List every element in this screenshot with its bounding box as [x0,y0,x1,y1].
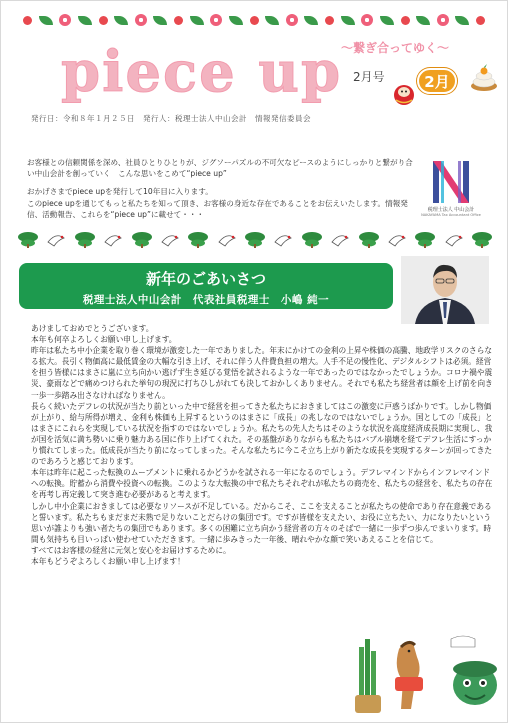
leaf-icon [416,16,430,25]
pine-icon [74,230,96,248]
ume-blossom-icon [325,16,334,25]
pine-icon [471,230,493,248]
leaf-icon [153,16,167,25]
ume-blossom-icon [476,16,485,25]
pine-icon [131,230,153,248]
logo-caption: 税理士法人 中山会計 [427,207,475,213]
body-paragraph: 本年は昨年に起こった転換のムーブメントに乗れるかどうかを試される一年になるのでしょう。デフレマインドからインフレマインドへの転換。貯蓄から消費や投資への転換。このような大転換の中で私たちそれぞれが私たちの商売を、私たちの経営を、私たちの存在を再考し再定義して突き進む必要があると考えます。 [31,468,493,500]
body-paragraph: 昨年は私たち中小企業を取り巻く環境が激変した一年でありました。年末にかけての金利の上昇や株価の高騰、地政学リスクのさらなる拡大。長引く物価高に最低賃金の大幅な引き上げ、それに伴う人件費負担の増大。人手不足の慢性化、デジタルシフトは必須。経営を担う皆様にはまさに嵐に立ち向かい逃げず生き延びる覚悟を試されるような一年であったのではなかったでしょうか。コロナ禍や震災、豪雨などで痛めつけられた挙句の現況に打ちひしがれても決しておかしくありません。それでも私たち経営者は顔を上げ前を向き一歩一歩踏み出さなければなりません。 [31,346,493,400]
mid-decoration-border [17,226,493,252]
pine-icon [358,230,380,248]
body-paragraph: あけましておめでとうございます。 [31,324,154,333]
issue-month-label: 2月号 [353,70,385,84]
ume-blossom-icon [401,16,410,25]
greeting-banner [19,263,393,309]
publish-info: 発行日：令和８年１月２５日 発行人：税理士法人中山会計 情報発信委員会 [31,114,311,123]
crane-icon [46,230,66,248]
leaf-icon [229,16,243,25]
flower-icon [135,14,147,26]
flower-icon [437,14,449,26]
leaf-icon [455,16,469,25]
intro-paragraph: おかげさまでpiece upを発行して10年目に入ります。 [27,187,213,196]
body-paragraph: 本年もどうぞよろしくお願い申し上げます！ [31,556,185,566]
newsletter-title: piece up [61,39,343,105]
crane-icon [103,230,123,248]
intro-paragraph: お客様との信頼関係を深め、社員ひとりひとりが、ジグソーパズルの不可欠なピースのようにしっかりと繋がり合い中山会計を創っていく こんな思いをこめて“piece up” [27,158,413,178]
flower-icon [361,14,373,26]
body-paragraph: すべてはお客様の経営に元気と安心をお届けするために。 [31,545,231,555]
leaf-icon [190,16,204,25]
body-paragraph: しかし中小企業におきましては必要なリソースが不足している。だからこそ、ここを支えることが私たちの使命であり存在意義であると誓います。私たちもまだまだ未熟で足りないことだらけの集団です。ですが皆様を支えたい、お役に立ちたい、力になりたいという思いが誰よりも強い者たちの集団でもあります。多くの困難に立ち向かう経営者の方々のそばで一緒に一歩ずつ歩んでまいります。時間も気持ちも目いっぱい使わせていただきます。一緒に歩みきった一年後、晴れやかな顔で笑いあえることを信じて。 [31,501,492,544]
issue-month-badge: 2月 [417,68,457,94]
ume-blossom-icon [250,16,259,25]
crane-icon [387,230,407,248]
crane-icon [444,230,464,248]
leaf-icon [265,16,279,25]
crane-icon [160,230,180,248]
crane-icon [273,230,293,248]
intro-paragraph: このpiece upを通じてもっと私たちを知って頂き、お客様の身近な存在であることをお伝えいたします。情報発信、活動報告、これらを“piece up”に載せて・・・ [27,199,408,219]
body-paragraph: 本年も何卒よろしくお願い申し上げます。 [31,335,177,345]
leaf-icon [341,16,355,25]
author-portrait [401,256,489,324]
logo-caption-en: NAKAYAMA Tax Accountant Office [421,213,481,217]
kagami-mochi-icon [469,63,499,93]
leaf-icon [78,16,92,25]
pine-icon [414,230,436,248]
pine-icon [187,230,209,248]
pine-icon [17,230,39,248]
flower-icon [210,14,222,26]
body-paragraph: 長らく続いたデフレの状況が当たり前といった中で経営を担ってきた私たちにおきましてはこの激変に戸惑うばかりです。しかし物価が上がり、給与所得が増え、金利も株価も上昇するというのはまさに「成長」の兆しなのではないでしょうか。国としての「成長」とはまさにこれらを実現している状況を指すのではないでしょうか。私たちの先人たちはそのような状況を高度経済成長期に実現し、我が国を活気に満ち勢いに乗り魅力ある国に作り上げてくれた。その基盤がありながらも私たちはバブル崩壊を経てデフレ生活にすっかり慣れてしまった。低成長が当たり前になってしまった。そんな私たちに今こそ立ち上がり新たな成長を実現するターンが回ってきたのであろうと感じております。 [31,401,493,467]
pine-icon [244,230,266,248]
ume-blossom-icon [174,16,183,25]
leaf-icon [114,16,128,25]
flower-icon [59,14,71,26]
greeting-title: 新年のごあいさつ [145,270,266,288]
pine-icon [301,230,323,248]
greeting-body [31,323,493,567]
intro-section [27,157,417,227]
ume-blossom-icon [99,16,108,25]
leaf-icon [39,16,53,25]
newsletter-subtitle: 〜繋ぎ合ってゆく〜 [341,41,450,55]
new-year-illustration [353,617,503,717]
greeting-author: 税理士法人中山会計 代表社員税理士 小嶋 純一 [82,294,330,306]
leaf-icon [380,16,394,25]
crane-icon [330,230,350,248]
ume-blossom-icon [23,16,32,25]
leaf-icon [304,16,318,25]
crane-icon [217,230,237,248]
flower-icon [286,14,298,26]
top-decoration-border [23,9,485,31]
daruma-icon [393,81,415,105]
